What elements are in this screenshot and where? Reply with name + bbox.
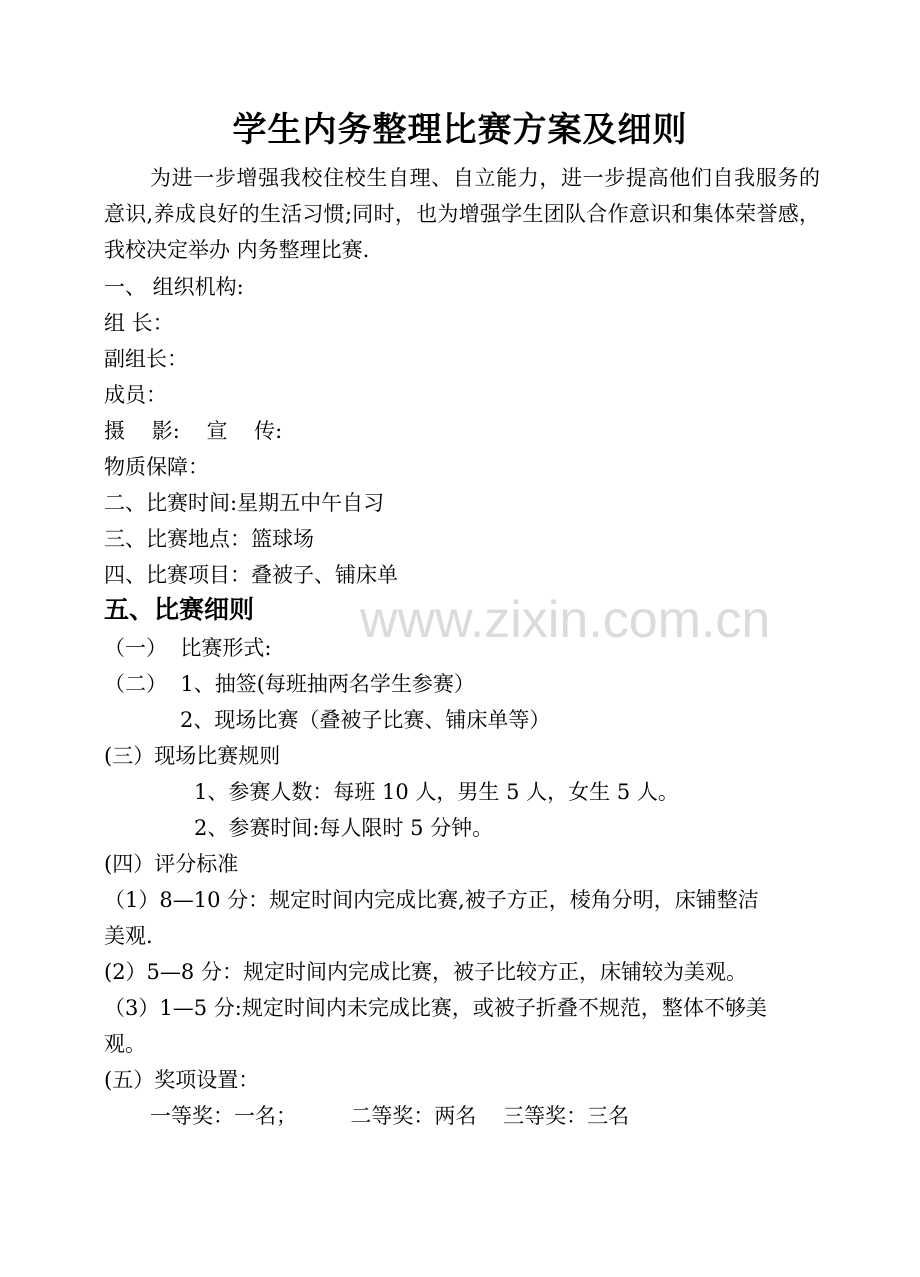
members-line: 成员： — [104, 383, 167, 407]
score-level-1-line-1: （1）8—10 分：规定时间内完成比赛,被子方正，棱角分明，床铺整洁 — [104, 888, 759, 912]
score-level-3-line-2: 观。 — [104, 1032, 146, 1056]
document-title: 学生内务整理比赛方案及细则 — [232, 110, 688, 150]
score-level-2: (2）5—8 分：规定时间内完成比赛，被子比较方正，床铺较为美观。 — [104, 960, 747, 984]
logistics-line: 物质保障： — [104, 455, 209, 479]
section-details-heading: 五、比赛细则 — [104, 595, 255, 624]
section-time: 二、比赛时间:星期五中午自习 — [104, 491, 385, 515]
competition-step-2: 2、现场比赛（叠被子比赛、铺床单等） — [180, 708, 551, 732]
rule-time-limit: 2、参赛时间:每人限时 5 分钟。 — [194, 816, 494, 840]
score-level-3-line-1: （3）1—5 分:规定时间内未完成比赛，或被子折叠不规范，整体不够美 — [104, 996, 767, 1020]
site-watermark: www.zixin.com.cn — [360, 591, 771, 649]
photo-publicity-line: 摄 影: 宣 传: — [104, 419, 283, 443]
rules-heading: (三）现场比赛规则 — [104, 744, 281, 768]
leader-line: 组 长： — [104, 311, 174, 335]
vice-leader-line: 副组长： — [104, 347, 188, 371]
awards-line: 一等奖：一名； 二等奖：两名 三等奖：三名 — [150, 1104, 630, 1128]
scoring-heading: (四）评分标准 — [104, 852, 239, 876]
awards-heading: (五）奖项设置： — [104, 1068, 260, 1092]
intro-paragraph: 为进一步增强我校住校生自理、自立能力，进一步提高他们自我服务的意识,养成良好的生活习惯;同时，也为增强学生团队合作意识和集体荣誉感，我校决定举办 内务整理比赛. — [104, 166, 820, 262]
competition-step-1: （二） 1、抽签(每班抽两名学生参赛） — [104, 672, 475, 696]
competition-form: （一） 比赛形式: — [104, 636, 272, 660]
section-organization-heading: 一、 组织机构: — [104, 275, 244, 299]
rule-participants: 1、参赛人数：每班 10 人，男生 5 人，女生 5 人。 — [194, 780, 679, 804]
section-items: 四、比赛项目：叠被子、铺床单 — [104, 563, 398, 587]
section-location: 三、比赛地点：篮球场 — [104, 527, 314, 551]
score-level-1-line-2: 美观. — [104, 924, 153, 948]
